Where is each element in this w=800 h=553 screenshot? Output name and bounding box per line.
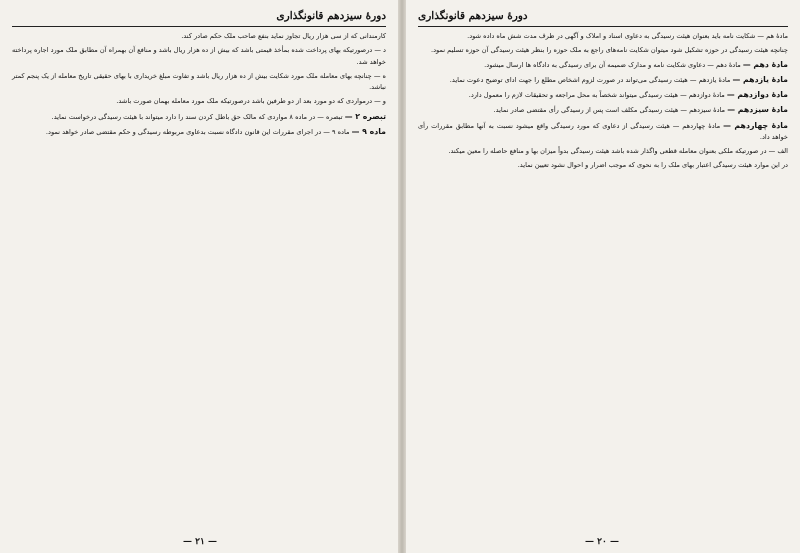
right-page-body bbox=[418, 31, 788, 172]
right-clause-label-4: مادهٔ سیزدهم — bbox=[727, 105, 788, 115]
right-clause-label-1: مادهٔ دهم — bbox=[742, 60, 788, 70]
right-paragraph-4 bbox=[418, 74, 788, 87]
right-clause-label-5: مادهٔ چهاردهم — bbox=[723, 120, 788, 130]
right-paragraph-9: در این موارد هیئت رسیدگی اعتبار بهای ملک را به نحوی که موجب اضرار و احوال نشود تعیین نماید. bbox=[517, 161, 788, 170]
left-paragraph-5 bbox=[12, 111, 386, 124]
right-paragraph-2: چنانچه هیئت رسیدگی در حوزه تشکیل شود میتوان شکایت نامه‌های راجع به ملک حوزه را بنظر هیئت رسیدگی آن حوزه تسلیم نمود. bbox=[430, 46, 788, 55]
right-page bbox=[404, 0, 800, 553]
right-paragraph-3-text: مادهٔ دهم — دعاوی شکایت نامه و مدارک ضمیمه آن برای رسیدگی به دادگاه ها ارسال میشود. bbox=[484, 61, 741, 70]
right-paragraph-6-text: مادهٔ سیزدهم — هیئت رسیدگی مکلف است پس از رسیدگی رأی مقتضی صادر نماید. bbox=[493, 106, 726, 115]
right-paragraph-5 bbox=[418, 89, 788, 102]
right-page-header: دورهٔ سیزدهم قانونگذاری bbox=[418, 6, 788, 27]
left-clause-label-2: ماده ۹ — bbox=[351, 126, 386, 136]
right-clause-label-2: مادهٔ یازدهم — bbox=[732, 75, 788, 85]
left-paragraph-4: و — درمواردی که دو مورد بعد از دو طرفین باشد درصورتیکه ملک مورد معامله بهمان صورت باشد. bbox=[116, 97, 386, 106]
left-paragraph-3: ه — چنانچه بهای معامله ملک مورد شکایت بیش از ده هزار ریال باشد و تفاوت مبلغ خریداری با بهای حقیقی تاریخ معامله از یک پنجم کمتر نباشد. bbox=[11, 71, 386, 92]
right-page-number: — ۲۰ — bbox=[585, 537, 619, 547]
left-clause-label-1: تبصره ۲ — bbox=[344, 111, 386, 121]
right-paragraph-4-text: مادهٔ یازدهم — هیئت رسیدگی می‌تواند در صورت لزوم اشخاص مطلع را جهت ادای توضیح دعوت نماید. bbox=[449, 76, 731, 85]
left-page-number: — ۲۱ — bbox=[183, 537, 217, 547]
right-paragraph-6 bbox=[418, 104, 788, 117]
right-paragraph-7-text: مادهٔ چهاردهم — هیئت رسیدگی از دعاوی که مورد رسیدگی واقع میشود نسبت به آنها مطابق مقررات رأی خواهد داد. bbox=[418, 121, 788, 142]
right-paragraph-7 bbox=[418, 120, 788, 144]
right-paragraph-5-text: مادهٔ دوازدهم — هیئت رسیدگی میتواند شخصاً به محل مراجعه و تحقیقات لازم را معمول دارد. bbox=[468, 91, 725, 100]
right-paragraph-8: الف — در صورتیکه ملکی بعنوان معامله قطعی واگذار شده باشد هیئت رسیدگی بدواً میزان بها و منافع حاصله را معین میکند. bbox=[448, 147, 788, 156]
left-paragraph-2: د — درصورتیکه بهای پرداخت شده بمأخذ قیمتی باشد که بیش از ده هزار ریال باشد و منافع آن بهمراه آن مطابق ملک مورد اجاره پرداخته خواهد شد. bbox=[12, 46, 386, 66]
left-paragraph-6-text: ماده ۹ — در اجرای مقررات این قانون دادگاه نسبت بدعاوی مربوطه رسیدگی و حکم مقتضی صادر خواهد نمود. bbox=[45, 127, 350, 136]
right-paragraph-1: مادهٔ هم — شکایت نامه باید بعنوان هیئت رسیدگی به دعاوی اسناد و املاک و آگهی در ظرف مدت شش ماه داده شود. bbox=[467, 32, 788, 40]
left-paragraph-5-text: تبصره — در ماده ۸ مواردی که مالک حق باطل کردن سند را دارد میتواند با هیئت رسیدگی درخواست نماید. bbox=[51, 112, 343, 121]
left-page-body bbox=[12, 31, 386, 138]
right-clause-label-3: مادهٔ دوازدهم — bbox=[726, 90, 788, 100]
left-paragraph-1: کارمندانی که از سی هزار ریال تجاوز نماید بنفع صاحب ملک حکم صادر کند. bbox=[181, 32, 386, 40]
right-paragraph-3 bbox=[418, 59, 788, 72]
left-paragraph-6 bbox=[12, 126, 386, 139]
left-page-header: دورهٔ سیزدهم قانونگذاری bbox=[12, 6, 386, 27]
